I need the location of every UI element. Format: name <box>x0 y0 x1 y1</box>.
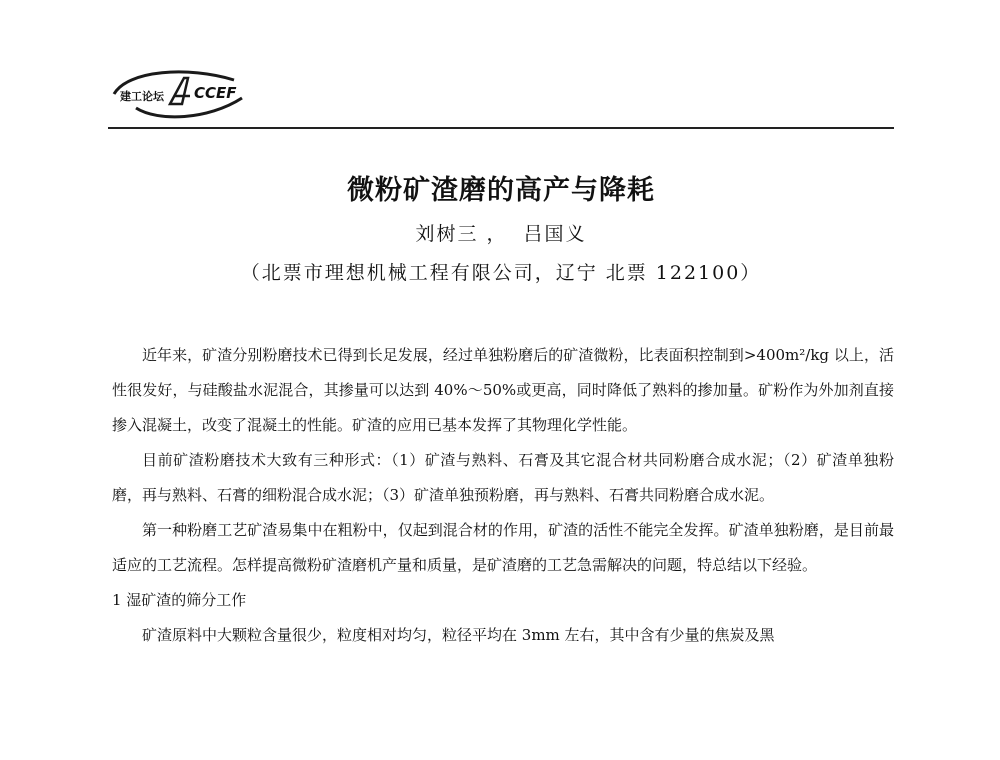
ccef-logo <box>108 64 248 124</box>
paper-body <box>112 338 894 653</box>
body-paragraph-1: 近年来，矿渣分别粉磨技术已得到长足发展，经过单独粉磨后的矿渣微粉，比表面积控制到>400m²/kg 以上，活性很发好，与硅酸盐水泥混合，其掺量可以达到 40%～50%或更高，同时降低了熟料的掺加量。矿粉作为外加剂直接掺入混凝土，改变了混凝土的性能。矿渣的应用已基本发挥了其物理化学性能。 <box>112 346 894 434</box>
paper-affiliation: （北票市理想机械工程有限公司，辽宁 北票 122100） <box>240 262 762 284</box>
body-paragraph-2: 目前矿渣粉磨技术大致有三种形式：（1）矿渣与熟料、石膏及其它混合材共同粉磨合成水泥；（2）矿渣单独粉磨，再与熟料、石膏的细粉混合成水泥；（3）矿渣单独预粉磨，再与熟料、石膏共同粉磨合成水泥。 <box>112 451 894 504</box>
paper-authors: 刘树三 ， 吕国义 <box>415 223 587 245</box>
section-heading-1: 1 湿矿渣的筛分工作 <box>112 591 247 609</box>
logo-chinese-text: 建工论坛 <box>120 90 164 103</box>
logo-english-text: CCEF <box>194 84 237 102</box>
body-paragraph-3: 第一种粉磨工艺矿渣易集中在粗粉中，仅起到混合材的作用，矿渣的活性不能完全发挥。矿渣单独粉磨，是目前最适应的工艺流程。怎样提高微粉矿渣磨机产量和质量，是矿渣磨的工艺急需解决的问题，特总结以下经验。 <box>112 521 894 574</box>
header-divider <box>108 127 894 129</box>
section-1-paragraph: 矿渣原料中大颗粒含量很少，粒度相对均匀，粒径平均在 3mm 左右，其中含有少量的焦炭及黑 <box>142 626 775 644</box>
paper-title: 微粉矿渣磨的高产与降耗 <box>347 175 655 206</box>
